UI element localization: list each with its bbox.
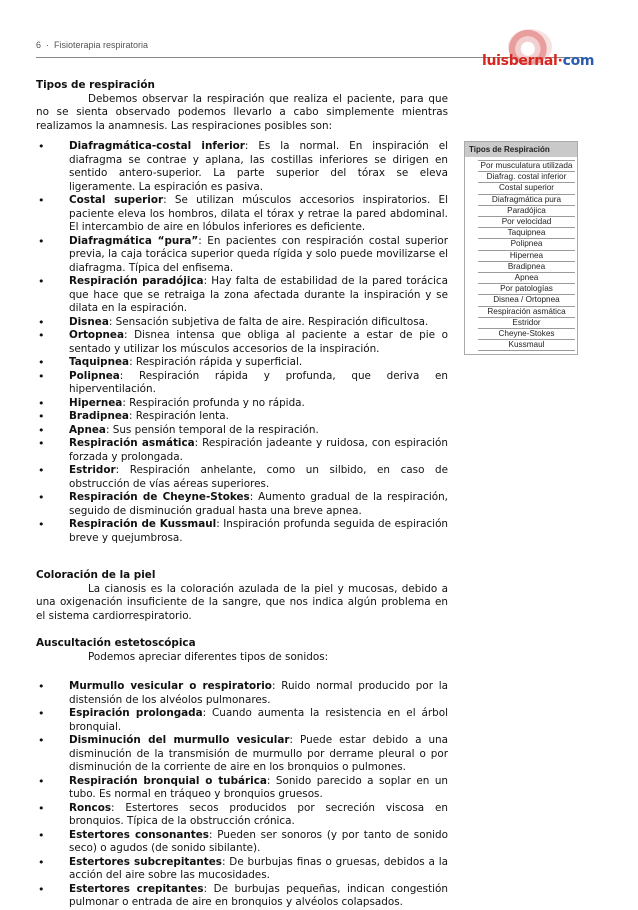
list-item <box>36 370 448 397</box>
sidebox-item: Diafragmática pura <box>478 195 575 206</box>
term-label: Estertores consonantes <box>69 828 209 841</box>
list-item <box>36 856 448 883</box>
term-label: Disminución del murmullo vesicular <box>69 734 290 746</box>
auscultacion-intro: Podemos apreciar diferentes tipos de sonidos: <box>88 650 329 663</box>
term-description: : Ruido normal producido por la distensión de los alvéolos pulmonares. <box>69 680 448 706</box>
sidebox-list <box>465 157 577 354</box>
list-item <box>36 883 448 910</box>
list-item <box>36 464 448 491</box>
term-label: Polipnea <box>69 369 120 382</box>
term-label: Respiración paradójica <box>69 275 204 287</box>
term-description: : Respiración profunda y no rápida. <box>122 396 305 409</box>
sidebox-item: Paradójica <box>478 206 575 217</box>
list-item <box>36 734 448 775</box>
term-description: : Puede estar debido a una disminución de la transmisión de murmullo por derrame pleural o por disminución de la corriente de aire en los bronquios o pulmones. <box>69 734 448 773</box>
main-content <box>36 79 448 910</box>
sidebox-item: Respiración asmática <box>478 307 575 318</box>
list-item <box>36 802 448 829</box>
term-label: Respiración bronquial o tubárica <box>69 774 267 787</box>
list-item <box>36 491 448 518</box>
logo-text: luisbernal·com <box>482 53 595 69</box>
list-item <box>36 424 448 438</box>
term-label: Taquipnea <box>69 356 130 368</box>
section-title-coloracion: Coloración de la piel <box>36 569 156 581</box>
term-label: Diafragmática-costal inferior <box>69 140 245 152</box>
term-label: Ortopnea <box>69 329 124 341</box>
list-item <box>36 235 448 276</box>
term-description: : Disnea intensa que obliga al paciente a estar de pie o sentado y utilizar los músculos accesorios de la inspiración. <box>69 329 448 355</box>
list-item <box>36 437 448 464</box>
term-label: Respiración de Kussmaul <box>69 518 217 530</box>
term-description: : Estertores secos producidos por secreción viscosa en bronquios. Típica de la obstrucción crónica. <box>69 801 448 827</box>
tipos-intro: Debemos observar la respiración que realiza el paciente, para que no se sienta observado podemos llevarlo a cabo simplemente mientras realizamos la anamnesis. Las respiraciones posibles son: <box>36 92 448 132</box>
term-description: : Se utilizan músculos accesorios inspiratorios. El paciente eleva los hombros, dilata el tórax y retrae la pared abdominal. El intercambio de aire en lóbulos inferiores es deficiente. <box>69 194 448 233</box>
sidebox-title: Tipos de Respiración <box>465 142 577 157</box>
list-item <box>36 194 448 235</box>
sidebox-item: Por patologías <box>478 284 575 295</box>
term-description: : Respiración rápida y superficial. <box>129 356 303 368</box>
running-header <box>36 40 148 50</box>
term-description: : Es la normal. En inspiración el diafragma se contrae y aplana, las costillas inferiores se dirigen en sentido antero-superior. La parte superior del tórax se eleva ligeramente. La espiración es pasiva. <box>69 140 448 193</box>
header-separator: · <box>46 40 50 50</box>
term-label: Murmullo vesicular o respiratorio <box>69 680 272 692</box>
sidebox-item: Estridor <box>478 318 575 329</box>
term-description: : En pacientes con respiración costal superior previa, la caja torácica superior queda rígida y solo puede movilizarse el diafragma. Típica del enfisema. <box>69 234 448 274</box>
list-item <box>36 829 448 856</box>
list-item <box>36 410 448 424</box>
term-label: Estertores subcrepitantes <box>69 855 222 868</box>
term-label: Disnea <box>69 315 109 328</box>
term-label: Diafragmática “pura” <box>69 234 199 247</box>
sidebox-item: Hipernea <box>478 251 575 262</box>
header-title: Fisioterapia respiratoria <box>54 40 149 50</box>
term-description: : Hay falta de estabilidad de la pared torácica que hace que se retraiga la zona afectada durante la inspiración y se dilata en la espiración. <box>69 275 448 314</box>
term-description: : Sensación subjetiva de falta de aire. Respiración dificultosa. <box>108 315 429 328</box>
list-item <box>36 275 448 316</box>
list-item <box>36 680 448 707</box>
sidebox-item: Por musculatura utilizada <box>478 160 575 172</box>
coloracion-text: La cianosis es la coloración azulada de la piel y mucosas, debido a una oxigenación insuficiente de la sangre, que nos indica algún problema en el sistema cardiorrespiratorio. <box>36 582 448 622</box>
term-label: Bradipnea <box>69 410 129 422</box>
term-label: Estertores crepitantes <box>69 882 204 895</box>
tipos-list <box>36 140 448 545</box>
section-title-tipos: Tipos de respiración <box>36 79 155 91</box>
list-item <box>36 397 448 411</box>
list-item <box>36 140 448 194</box>
list-item <box>36 316 448 330</box>
term-description: : Sus pensión temporal de la respiración. <box>105 423 319 436</box>
list-item <box>36 707 448 734</box>
term-description: : Respiración jadeante y ruidosa, con espiración forzada y prolongada. <box>69 437 448 463</box>
auscultacion-list <box>36 680 448 910</box>
section-title-auscultacion: Auscultación estetoscópica <box>36 637 196 649</box>
term-description: : Respiración lenta. <box>128 410 229 422</box>
term-label: Espiración prolongada <box>69 707 203 719</box>
term-description: : Sonido parecido a soplar en un tubo. Es normal en tráqueo y bronquios gruesos. <box>69 774 448 800</box>
term-description: : Aumento gradual de la respiración, seguido de disminución gradual hasta una breve apnea. <box>69 491 448 517</box>
sidebox-item: Cheyne-Stokes <box>478 329 575 340</box>
term-label: Costal superior <box>69 194 164 206</box>
list-item <box>36 775 448 802</box>
term-description: : Pueden ser sonoros (y por tanto de sonido seco) o agudos (de sonido sibilante). <box>69 828 448 854</box>
sidebox-item: Polipnea <box>478 239 575 250</box>
page-number: 6 <box>36 40 42 50</box>
term-description: : De burbujas pequeñas, indican congestión pulmonar o entrada de aire en bronquios y alvéolos colapsados. <box>69 882 449 908</box>
sidebox-item: Costal superior <box>478 183 575 194</box>
term-label: Respiración asmática <box>69 437 195 449</box>
sidebox-item: Kussmaul <box>478 340 575 351</box>
term-label: Estridor <box>69 464 116 476</box>
term-label: Roncos <box>69 801 112 814</box>
sidebox-item: Por velocidad <box>478 217 575 228</box>
site-logo[interactable] <box>478 29 595 73</box>
list-item <box>36 518 448 545</box>
term-label: Respiración de Cheyne-Stokes <box>69 491 250 503</box>
sidebox-item: Disnea / Ortopnea <box>478 295 575 306</box>
sidebox-item: Apnea <box>478 273 575 284</box>
sidebox-item: Bradipnea <box>478 262 575 273</box>
term-description: : Respiración rápida y profunda, que deriva en hiperventilación. <box>69 369 448 395</box>
term-description: : Cuando aumenta la resistencia en el árbol bronquial. <box>69 707 448 733</box>
tipos-respiracion-box <box>464 141 578 355</box>
term-label: Hipernea <box>69 396 123 409</box>
term-description: : Respiración anhelante, como un silbido, en caso de obstrucción de vías aéreas superiores. <box>69 464 448 490</box>
sidebox-item: Diafrag. costal inferior <box>478 172 575 183</box>
list-item <box>36 329 448 356</box>
sidebox-item: Taquipnea <box>478 228 575 239</box>
term-description: : De burbujas finas o gruesas, debidos a la acción del aire sobre las mucosidades. <box>69 855 448 881</box>
term-description: : Inspiración profunda seguida de espiración breve y quejumbrosa. <box>69 518 449 544</box>
list-item <box>36 356 448 370</box>
term-label: Apnea <box>69 423 106 436</box>
